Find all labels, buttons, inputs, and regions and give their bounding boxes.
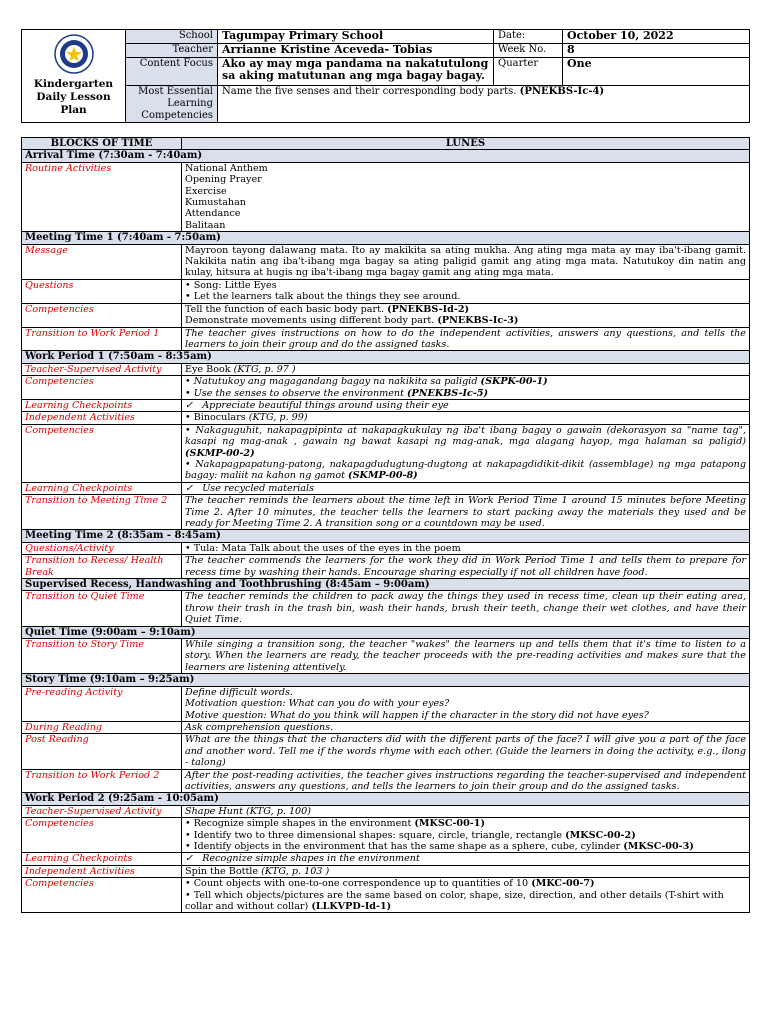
list-item: Define difficult words. (185, 686, 293, 698)
activity-ref: (KTG, p. 103 ) (261, 865, 330, 877)
competency-code: (PNEKBS-Id-2) (387, 303, 470, 315)
checkpoint-cell (182, 853, 750, 865)
competencies-label: Most Essential Learning Competencies (126, 86, 218, 123)
row-label: Transition to Story Time (22, 639, 182, 674)
competency-code: (MKSC-00-3) (623, 840, 694, 852)
activity-cell (182, 865, 750, 877)
row-label: Teacher-Supervised Activity (22, 363, 182, 375)
date-label: Date: (494, 30, 563, 44)
row-label: Pre-reading Activity (22, 686, 182, 721)
during-reading-text: Ask comprehension questions. (182, 721, 750, 733)
competency-text: • Natutukoy ang magagandang bagay na nakikita sa paligid (185, 376, 478, 388)
competency-code: (MKC-00-7) (531, 878, 595, 890)
competency-code: (SKPK-00-1) (480, 376, 548, 388)
competency-text: Demonstrate movements using different body part. (185, 315, 435, 327)
deped-seal-icon (54, 34, 94, 74)
school-value: Tagumpay Primary School (218, 30, 494, 44)
row-label: Independent Activities (22, 865, 182, 877)
checkmark-icon: ✓ (185, 853, 194, 865)
row-label: Competencies (22, 303, 182, 327)
list-item: National Anthem (185, 162, 268, 174)
activity-text: • Tula: Mata Talk about the uses of the eyes in the poem (182, 542, 750, 554)
competency-code: (PNEKBS-Ic-3) (437, 315, 519, 327)
column-header: LUNES (182, 138, 750, 150)
competency-code: (MKSC-00-1) (414, 818, 485, 830)
list-item: Motivation question: What can you do with your eyes? (185, 698, 450, 710)
activity-cell (182, 363, 750, 375)
competencies-text: Name the five senses and their corresponding body parts. (222, 86, 517, 97)
message-text: Mayroon tayong dalawang mata. Ito ay makikita sa ating mukha. Ang ating mga mata ay may iba't-ibang gamit. Nakikita natin ang iba't-ibang mga bagay sa ating paligid gamit ang ating mga mata. Natutukoy din natin ang kulay, hitsura at hugis ng iba't-ibang mga bagay gamit ang ating mga mata. (182, 244, 750, 279)
activity-cell (182, 412, 750, 424)
row-label: Questions/Activity (22, 542, 182, 554)
checkmark-icon: ✓ (185, 482, 194, 494)
row-label: Routine Activities (22, 162, 182, 231)
competencies-cell (182, 376, 750, 400)
checkpoint-text: Use recycled materials (202, 482, 315, 494)
row-label: Competencies (22, 818, 182, 853)
list-item (185, 315, 746, 326)
list-item: • Let the learners talk about the things they see around. (185, 291, 461, 303)
competency-text: • Identify two to three dimensional shapes: square, circle, triangle, rectangle (185, 829, 563, 841)
row-label: Transition to Work Period 1 (22, 327, 182, 351)
row-label: Competencies (22, 878, 182, 913)
competency-text: • Tell which objects/pictures are the same based on color, shape, size, direction, and other details (T-shirt with collar and without collar) (185, 889, 724, 912)
list-item (185, 841, 746, 852)
activity-text: Shape Hunt (KTG, p. 100) (182, 805, 750, 817)
competency-code: (MKSC-00-2) (565, 829, 636, 841)
section-header: Work Period 2 (9:25am - 10:05am) (22, 793, 750, 805)
list-item (185, 459, 746, 482)
quarter-value: One (563, 58, 750, 86)
list-item: Exercise (185, 185, 227, 197)
row-label: Transition to Recess/ Health Break (22, 555, 182, 579)
row-label: Learning Checkpoints (22, 482, 182, 494)
transition-text: The teacher commends the learners for the work they did in Work Period Time 1 and tells them to prepare for recess time by washing their hands. Encourage sharing especially if not all children have food. (182, 555, 750, 579)
row-label: Competencies (22, 376, 182, 400)
row-label: Transition to Work Period 2 (22, 769, 182, 793)
routine-list (182, 162, 750, 231)
section-header: Supervised Recess, Handwashing and Toothbrushing (8:45am – 9:00am) (22, 579, 750, 591)
list-item (185, 818, 746, 829)
header-logo-cell (22, 30, 126, 123)
section-header: Work Period 1 (7:50am - 8:35am) (22, 351, 750, 363)
list-item (185, 890, 746, 913)
section-header: Story Time (9:10am – 9:25am) (22, 674, 750, 686)
competency-text: • Nakapagpapatung-patong, nakapagdudugtung-dugtong at nakapagdidikit-dikit (assemblage) ng mga patapong bagay: maliit na kahon ng gamot (185, 458, 746, 482)
list-item (185, 425, 746, 459)
competency-text: Tell the function of each basic body part. (185, 303, 385, 315)
competency-text: • Nakaguguhit, nakapagpipinta at nakapagkukulay ng iba't ibang bagay o gawain (dekorasyon sa "name tag", kasapi ng mag-anak , gawain ng bawat kasapi ng mag-anak, mga alagang hayop, mga halaman sa paligid) (185, 424, 746, 448)
list-item: Motive question: What do you think will happen if the character in the story did not have eyes? (185, 709, 649, 721)
competency-text: • Recognize simple shapes in the environment (185, 818, 412, 830)
row-label: Competencies (22, 424, 182, 482)
row-label: Message (22, 244, 182, 279)
activity-ref: (KTG, p. 99) (248, 412, 308, 424)
section-header: Quiet Time (9:00am – 9:10am) (22, 626, 750, 638)
list-item (185, 388, 746, 399)
transition-text: While singing a transition song, the teacher "wakes" the learners up and tells them that it's time to listen to a story. When the learners are ready, the teacher proceeds with the pre-reading activities and makes sure that the learners are listening attentively. (182, 639, 750, 674)
teacher-label: Teacher (126, 44, 218, 58)
competencies-cell (182, 303, 750, 327)
section-header: Arrival Time (7:30am - 7:40am) (22, 150, 750, 162)
column-header: BLOCKS OF TIME (22, 138, 182, 150)
content-focus-value: Ako ay may mga pandama na nakatutulong sa aking matutunan ang mga bagay bagay. (218, 58, 494, 86)
activity-ref: (KTG, p. 97 ) (233, 363, 296, 375)
row-label: Post Reading (22, 734, 182, 769)
transition-text: The teacher gives instructions on how to do the independent activities, answers any questions, and tells the learners to join their group and do the assigned tasks. (182, 327, 750, 351)
transition-text: The teacher reminds the learners about the time left in Work Period Time 1 around 15 minutes before Meeting Time 2. After 10 minutes, the teacher tells the learners to start packing away the materials they used and be ready for Meeting Time 2. A transition song or a countdown may be used. (182, 495, 750, 530)
checkpoint-cell (182, 482, 750, 494)
pre-reading-cell (182, 686, 750, 721)
list-item: Attendance (185, 208, 241, 220)
questions-cell (182, 279, 750, 303)
list-item (185, 878, 746, 889)
list-item (185, 376, 746, 387)
competencies-cell (182, 878, 750, 913)
competency-text: • Identify objects in the environment that has the same shape as a sphere, cube, cylinder (185, 840, 621, 852)
list-item (185, 830, 746, 841)
checkpoint-cell (182, 399, 750, 411)
date-value: October 10, 2022 (563, 30, 750, 44)
content-focus-label: Content Focus (126, 58, 218, 86)
row-label: Transition to Meeting Time 2 (22, 495, 182, 530)
row-label: During Reading (22, 721, 182, 733)
teacher-value: Arrianne Kristine Aceveda- Tobias (218, 44, 494, 58)
week-label: Week No. (494, 44, 563, 58)
row-label: Learning Checkpoints (22, 399, 182, 411)
plan-title-line: Daily Lesson (36, 91, 111, 103)
list-item: Balitaan (185, 219, 226, 231)
competency-code: (SKMP-00-2) (185, 447, 255, 459)
checkmark-icon: ✓ (185, 399, 194, 411)
list-item: • Song: Little Eyes (185, 279, 277, 291)
row-label: Transition to Quiet Time (22, 591, 182, 626)
competency-code: (LLKVPD-Id-1) (311, 901, 392, 912)
row-label: Independent Activities (22, 412, 182, 424)
plan-title-line: Plan (60, 104, 87, 116)
competencies-cell (182, 818, 750, 853)
competencies-cell (182, 424, 750, 482)
activity-text: Spin the Bottle (185, 865, 259, 877)
activity-text: Eye Book (185, 363, 231, 375)
list-item (185, 304, 746, 315)
quarter-label: Quarter (494, 58, 563, 86)
checkpoint-text: Recognize simple shapes in the environment (202, 853, 420, 865)
lesson-plan-header (21, 29, 750, 123)
row-label: Learning Checkpoints (22, 853, 182, 865)
list-item: Kumustahan (185, 197, 246, 209)
plan-title (26, 78, 121, 117)
competency-text: • Count objects with one-to-one correspondence up to quantities of 10 (185, 878, 529, 890)
week-value: 8 (563, 44, 750, 58)
activity-text: • Binoculars (185, 412, 246, 424)
competency-code: (SKMP-00-8) (348, 470, 418, 482)
transition-text: After the post-reading activities, the teacher gives instructions regarding the teacher-supervised and independent activities, answers any questions, and tells the learners to join their group and do the assigned tasks. (182, 769, 750, 793)
plan-title-line: Kindergarten (33, 78, 114, 90)
list-item: Opening Prayer (185, 174, 262, 186)
competency-text: • Use the senses to observe the environment (185, 387, 404, 399)
section-header: Meeting Time 1 (7:40am - 7:50am) (22, 232, 750, 244)
transition-text: The teacher reminds the children to pack away the things they used in recess time, clean up their eating area, throw their trash in the trash bin, wash their hands, brush their teeth, change their wet clothes, and have their Quiet Time. (182, 591, 750, 626)
school-label: School (126, 30, 218, 44)
checkpoint-text: Appreciate beautiful things around using their eye (202, 399, 449, 411)
lesson-plan-table (21, 137, 750, 913)
competencies-value (218, 86, 750, 123)
competencies-code: (PNEKBS-Ic-4) (519, 86, 605, 97)
competency-code: (PNEKBS-Ic-5) (407, 387, 489, 399)
row-label: Questions (22, 279, 182, 303)
post-reading-text: What are the things that the characters did with the different parts of the face? I will give you a part of the face and another word. Tell me if the words rhyme with each other. (Guide the learners in doing the activity, e.g., ilong - talong) (182, 734, 750, 769)
section-header: Meeting Time 2 (8:35am - 8:45am) (22, 530, 750, 542)
row-label: Teacher-Supervised Activity (22, 805, 182, 817)
